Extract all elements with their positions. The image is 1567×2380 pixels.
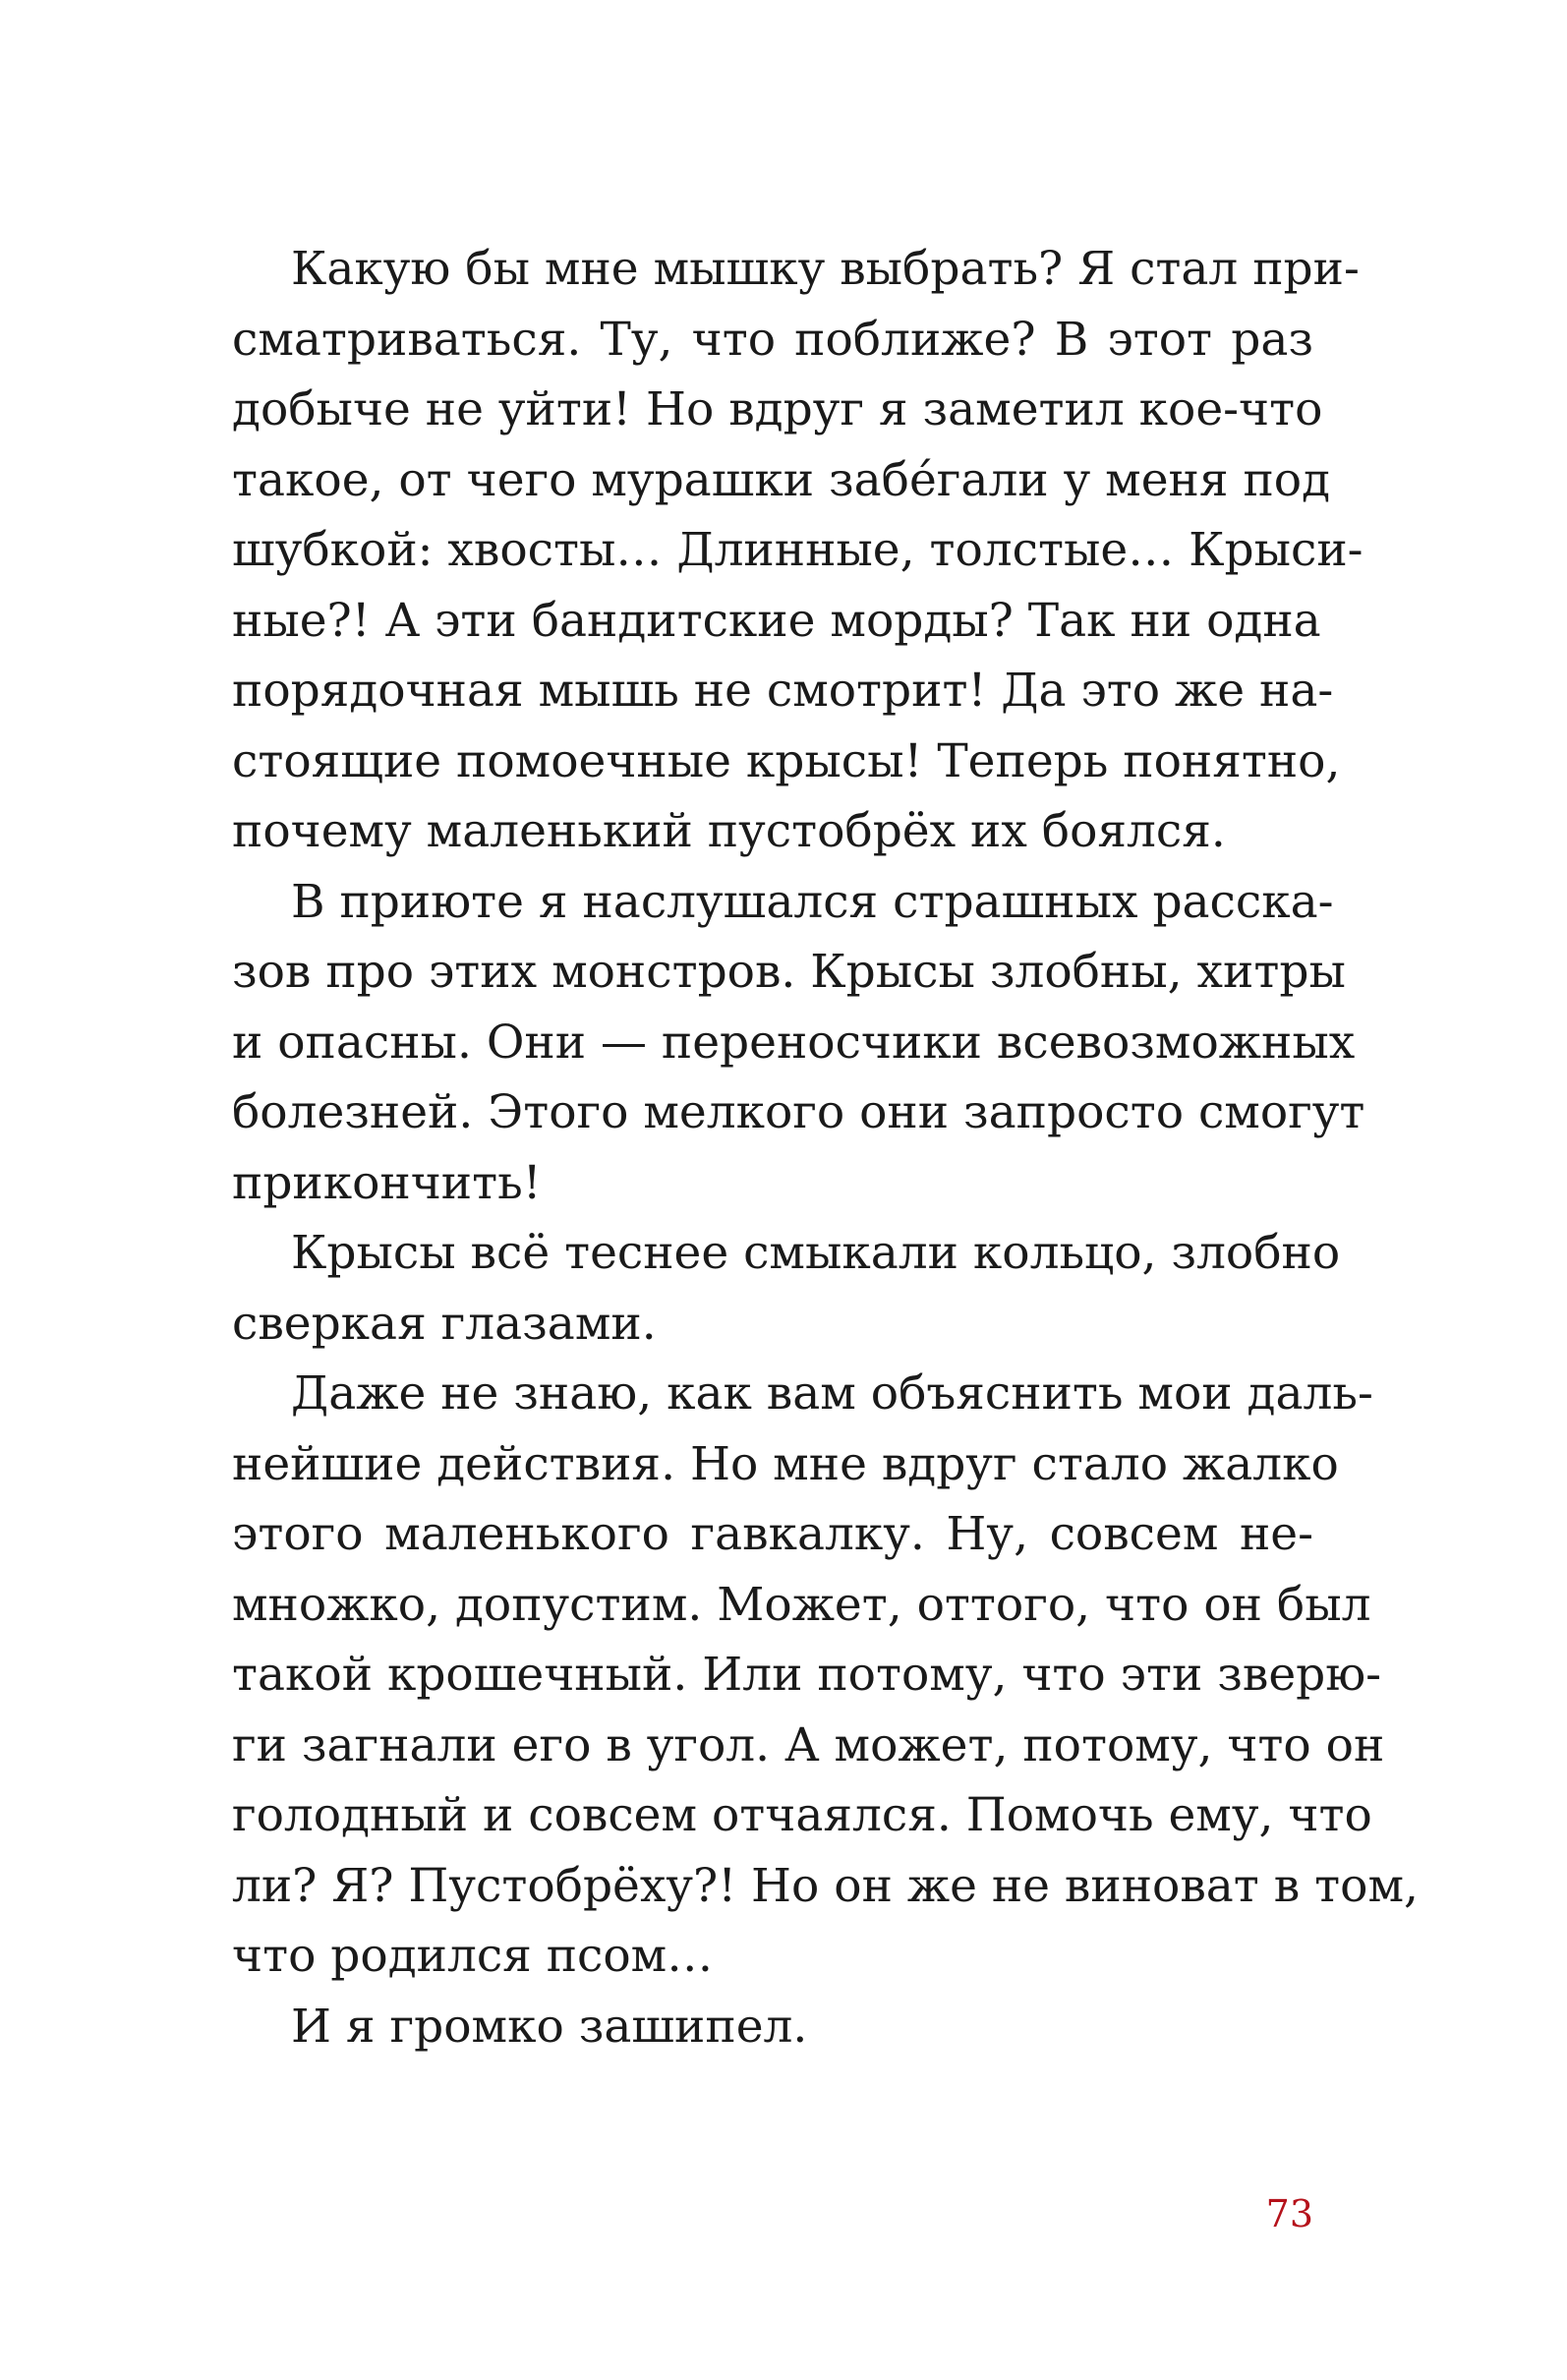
text-line: зов про этих монстров. Крысы злобны, хитры — [232, 945, 1346, 999]
text-line: порядочная мышь не смотрит! Да это же на- — [232, 664, 1334, 718]
text-line: такой крошечный. Или потому, что эти зверю- — [232, 1648, 1382, 1702]
text-line: и опасны. Они — переносчики всевозможных — [232, 1015, 1356, 1070]
text-line: Даже не знаю, как вам объяснить мои даль- — [291, 1366, 1373, 1421]
text-line: ли? Я? Пустобрёху?! Но он же не виноват в том, — [232, 1858, 1419, 1913]
text-line: шубкой: хвосты… Длинные, толстые… Крыси- — [232, 523, 1364, 577]
text-line: болезней. Этого мелкого они запросто смогут — [232, 1085, 1365, 1139]
text-line: нейшие действия. Но мне вдруг стало жалко — [232, 1436, 1339, 1491]
page-number: 73 — [1265, 2192, 1313, 2235]
text-line: голодный и совсем отчаялся. Помочь ему, что — [232, 1788, 1372, 1842]
text-line: И я громко зашипел. — [291, 1999, 808, 2054]
paragraph — [232, 234, 1364, 867]
paragraph — [232, 867, 1365, 1219]
text-line: ги загнали его в угол. А может, потому, что он — [232, 1717, 1385, 1772]
text-line: множко, допустим. Может, оттого, что он был — [232, 1577, 1371, 1632]
text-line: В приюте я наслушался страшных расска- — [291, 874, 1334, 929]
text-line: прикончить! — [232, 1155, 542, 1210]
text-line: Какую бы мне мышку выбрать? Я стал при- — [291, 242, 1360, 296]
text-line: почему маленький пустобрёх их боялся. — [232, 804, 1226, 858]
text-line: что родился псом… — [232, 1929, 714, 1983]
text-line: сматриваться. Ту, что поближе? В этот раз — [232, 312, 1313, 367]
paragraph — [232, 1992, 1313, 2062]
paragraph — [232, 1359, 1419, 1992]
text-line: стоящие помоечные крысы! Теперь понятно, — [232, 733, 1341, 788]
body-text — [232, 234, 1419, 2061]
text-line: сверкая глазами. — [232, 1296, 657, 1351]
paragraph — [232, 1218, 1341, 1359]
text-line: ные?! А эти бандитские морды? Так ни одна — [232, 593, 1321, 648]
text-line: такое, от чего мурашки забе́гали у меня под — [232, 452, 1331, 507]
text-line: Крысы всё теснее смыкали кольцо, злобно — [291, 1226, 1341, 1280]
text-line: добыче не уйти! Но вдруг я заметил кое-что — [232, 382, 1323, 436]
text-line: этого маленького гавкалку. Ну, совсем не- — [232, 1507, 1313, 1561]
